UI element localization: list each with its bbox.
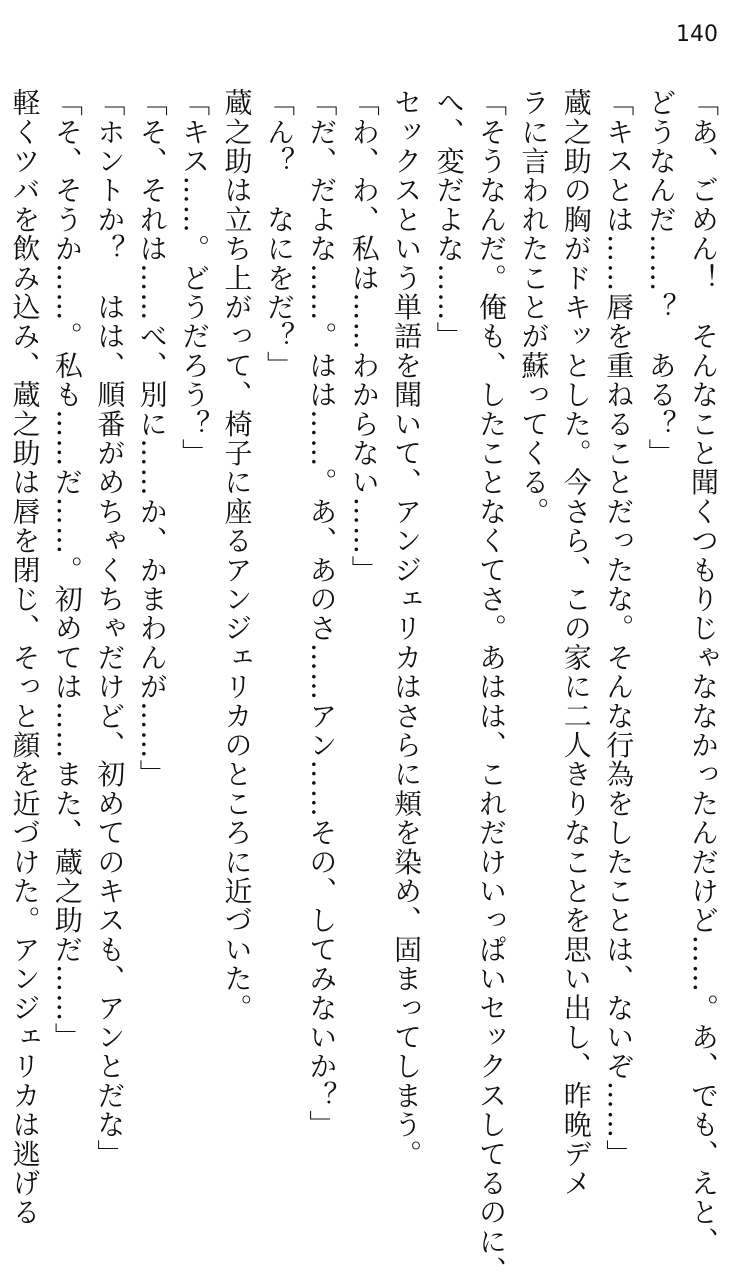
- text-line: 「キス……。どうだろう？」: [178, 88, 212, 468]
- text-line: どうなんだ……？ ある？」: [644, 88, 678, 468]
- body-text: [8, 88, 724, 1285]
- text-line: 「キスとは……唇を重ねることだったな。そんな行為をしたことは、ないぞ……」: [602, 88, 636, 1169]
- text-line: 「あ、ごめん！ そんなこと聞くつもりじゃななかったんだけど……。あ、でも、えと、: [687, 88, 720, 1256]
- text-line: 「ホントか？ はは、順番がめちゃくちゃだけど、初めてのキスも、アンとだな」: [93, 88, 127, 1169]
- text-line: 軽くツバを飲み込み、蔵之助は唇を閉じ、そっと顔を近づけた。アンジェリカは逃げる: [8, 88, 42, 1227]
- text-line: 蔵之助の胸がドキッとした。今さら、この家に二人きりなことを思い出し、昨晩デメ: [559, 88, 593, 1198]
- page-number: 140: [676, 22, 718, 47]
- text-line: ラに言われたことが蘇ってくる。: [517, 88, 551, 526]
- text-line: 「わ、わ、私は……わからない……」: [347, 88, 381, 585]
- text-line: 「そ、それは……べ、別に……か、かまわんが……」: [135, 88, 169, 789]
- text-line: 「そうなんだ。俺も、したことなくてさ。あはは、これだけいっぱいセックスしてるのに、: [474, 88, 508, 1285]
- text-line: 蔵之助は立ち上がって、椅子に座るアンジェリカのところに近づいた。: [220, 88, 254, 1023]
- text-line: 「ん？ なにをだ？」: [262, 88, 296, 380]
- text-line: 「そ、そうか……。私も……だ……。初めては……また、蔵之助だ……」: [50, 88, 84, 1052]
- text-line: へ、変だよな……」: [432, 88, 466, 351]
- text-line: 「だ、だよな……。はは……。あ、あのさ……アン……その、してみないか？」: [305, 88, 339, 1140]
- text-line: セックスという単語を聞いて、アンジェリカはさらに頬を染め、固まってしまう。: [390, 88, 424, 1169]
